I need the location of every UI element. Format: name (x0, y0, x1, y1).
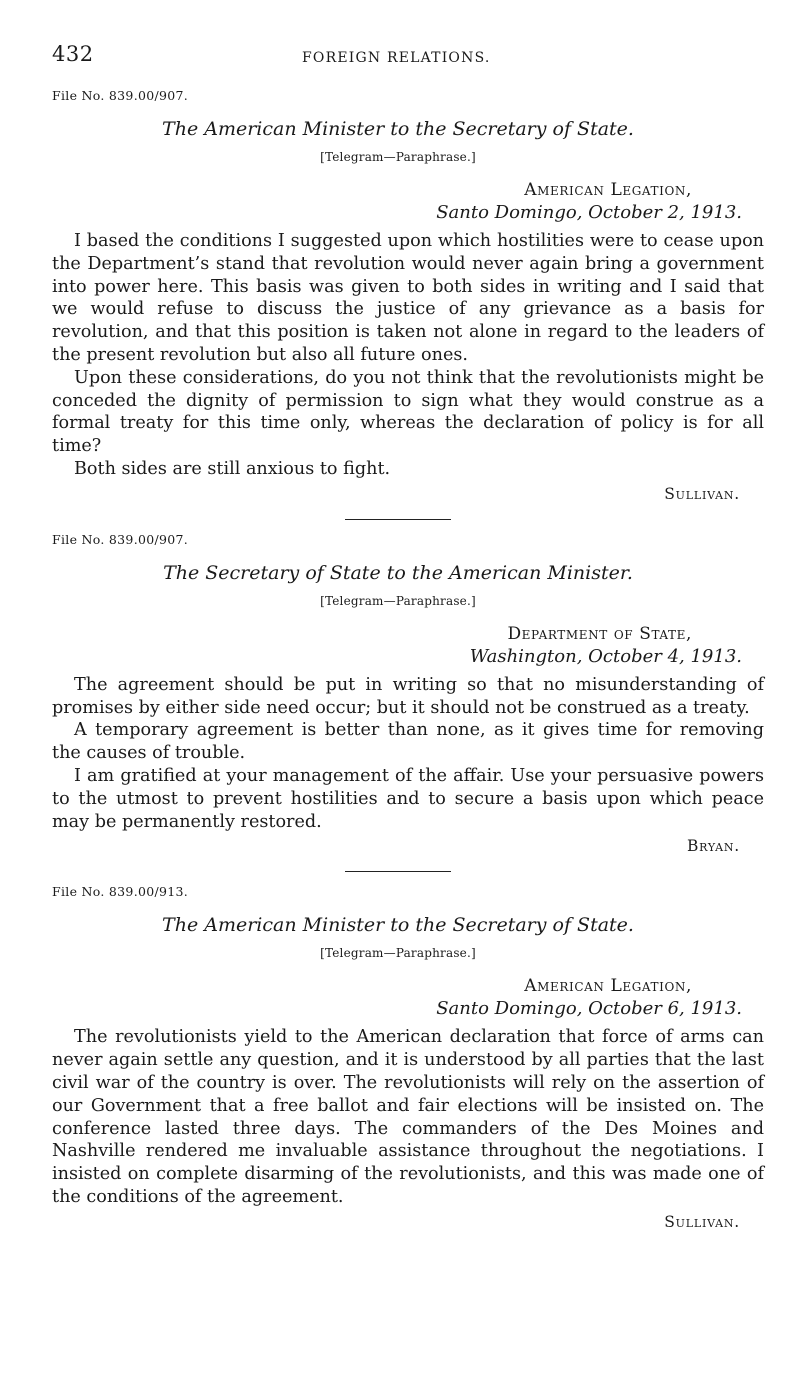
paragraph: I am gratified at your management of the affair. Use your persuasive powers to the utmost to prevent hostilities and to secure a basis upon which peace may be permanently restored. (52, 765, 764, 832)
document-subtitle: [Telegram—Paraphrase.] (320, 150, 476, 164)
paragraph: Both sides are still anxious to fight. (74, 458, 391, 479)
telegram-section (52, 884, 764, 1232)
signature: Sullivan. (664, 1212, 740, 1231)
section-divider (345, 519, 451, 520)
telegram-section (52, 88, 764, 505)
paragraph: Upon these considerations, do you not think that the revolutionists might be conceded the dignity of permission to sign what they would construe as a formal treaty for this time only, whereas the declaration of policy is for all time? (52, 367, 764, 457)
dateline-office: Department of State, (507, 623, 692, 644)
dateline-office: American Legation, (524, 976, 692, 997)
document-page (52, 40, 764, 1360)
telegram-section (52, 532, 764, 858)
dateline (52, 180, 764, 226)
signature: Bryan. (686, 837, 740, 856)
document-subtitle: [Telegram—Paraphrase.] (320, 593, 476, 608)
paragraph: The revolutionists yield to the American declaration that force of arms can never again settle any question, and it is understood by all parties that the last civil war of the country is over. The revolutionists will rely on the assertion of our Government that a free ballot and fair elections will be insisted on. The conference lasted three days. The commanders of the Des Moines and Nashville rendered me invaluable assistance throughout the negotiations. I insisted on complete disarming of the revolutionists, and this was made one of the conditions of the agreement. (52, 1027, 764, 1207)
dateline (52, 624, 764, 670)
paragraph: I based the conditions I suggested upon which hostilities were to cease upon the Department’s stand that revolution would never again bring a government into power here. This basis was given to both sides in writing and I said that we would refuse to discuss the justice of any grievance as a basis for revolution, and that this position is taken not alone in regard to the leaders of the present revolution but also all future ones. (52, 231, 764, 365)
document-title: The American Minister to the Secretary of State. (162, 118, 634, 140)
telegram-body (52, 230, 764, 481)
section-divider (345, 871, 451, 872)
signature: Sullivan. (664, 484, 740, 503)
page-number: 432 (52, 42, 94, 66)
document-title: The American Minister to the Secretary of State. (162, 914, 634, 937)
document-title: The Secretary of State to the American Minister. (163, 561, 633, 584)
telegram-body (52, 1026, 764, 1208)
dateline-office: American Legation, (524, 180, 692, 200)
file-number: File No. 839.00/907. (52, 531, 189, 547)
dateline (52, 976, 764, 1022)
document-subtitle: [Telegram—Paraphrase.] (320, 946, 476, 961)
page-header (52, 40, 764, 70)
file-number: File No. 839.00/907. (52, 88, 189, 103)
dateline-place-date: Santo Domingo, October 6, 1913. (436, 998, 742, 1020)
file-number: File No. 839.00/913. (52, 884, 189, 900)
running-head: FOREIGN RELATIONS. (302, 50, 491, 66)
paragraph: The agreement should be put in writing so that no misunderstanding of promises by either side need occur; but it should not be construed as a treaty. (52, 674, 764, 718)
paragraph: A temporary agreement is better than none, as it gives time for removing the causes of trouble. (52, 720, 764, 764)
dateline-place-date: Washington, October 4, 1913. (469, 645, 742, 667)
dateline-place-date: Santo Domingo, October 2, 1913. (436, 202, 742, 223)
telegram-body (52, 674, 764, 834)
